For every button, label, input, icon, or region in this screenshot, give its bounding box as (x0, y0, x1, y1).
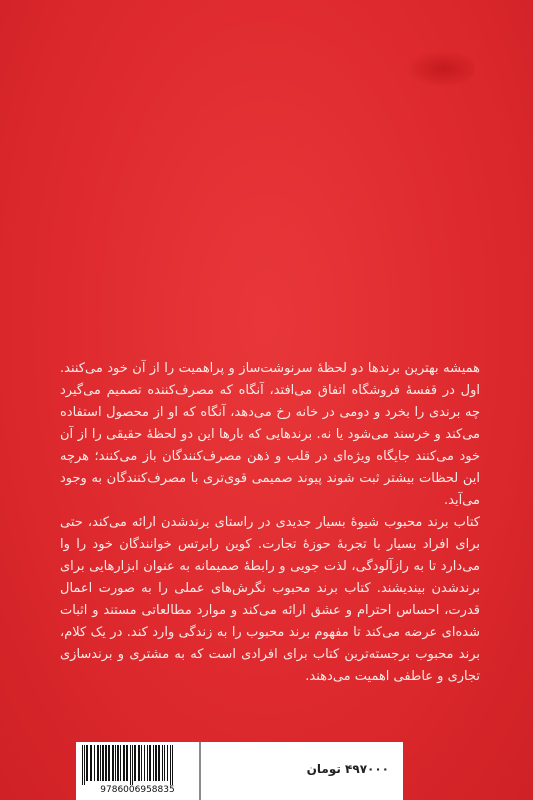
barcode-bar (112, 745, 114, 781)
barcode-bar (164, 745, 165, 781)
barcode-bar (86, 745, 88, 781)
barcode-bar (90, 745, 92, 781)
isbn-number: 9786006958835 (100, 785, 175, 795)
barcode-bar (147, 745, 148, 781)
barcode-icon (80, 745, 195, 785)
barcode-bar (167, 745, 168, 781)
barcode-bar (162, 745, 163, 781)
barcode-bar (115, 745, 116, 781)
barcode-bar (130, 745, 131, 785)
barcode-bar (94, 745, 95, 781)
barcode-bar (141, 745, 142, 781)
price-label: ۴۹۷۰۰۰ تومان (306, 762, 389, 776)
barcode-bar (120, 745, 121, 781)
barcode-bar (82, 745, 83, 785)
barcode-bar (97, 745, 99, 781)
blurb-paragraph-2: کتاب برند محبوب شیوهٔ بسیار جدیدی در راستای برندشدن ارائه می‌کند، حتی برای افراد بسیار با تجربهٔ حوزهٔ تجارت. کوین رابرتس خوانندگان خود را وا می‌دارد تا به رازآلودگی، لذت جویی و رابطهٔ صمیمانه به عنوان ابزارهایی برای برندشدن بیندیشند. کتاب برند محبوب نگرش‌های عملی را به صورت اعمال قدرت، احساس احترام و عشق ارائه می‌کند و موارد مطالعاتی مستند و اثبات شده‌ای عرضه می‌کند تا مفهوم برند محبوب را به زندگی وارد کند. در یک کلام، برند محبوب برجسته‌ترین کتاب برای افرادی است که به مشتری و برندسازی تجاری و عاطفی اهمیت می‌دهند. (60, 515, 480, 684)
blurb-paragraph-1: همیشه بهترین برندها دو لحظهٔ سرنوشت‌ساز و پراهمیت را از آن خود می‌کنند. اول در قفسهٔ فروشگاه اتفاق می‌افتد، آنگاه که مصرف‌کننده تصمیم می‌گیرد چه برندی را بخرد و دومی در خانه رخ می‌دهد، آنگاه که او از محصول استفاده می‌کند و خرسند می‌شود یا نه. برندهایی که بارها این دو لحظهٔ حقیقی را از آن خود می‌کنند جایگاه ویژه‌ای در قلب و ذهن مصرف‌کنندگان باز می‌کنند؛ هرچه این لحظات بیشتر ثبت شوند پیوند صمیمی قوی‌تری با مصرف‌کنندگان به وجود می‌آید. (60, 361, 480, 508)
ink-stain (405, 50, 475, 88)
barcode-bar (153, 745, 154, 781)
barcode-bar (84, 745, 85, 785)
barcode-bar (158, 745, 160, 781)
barcode-bar (155, 745, 157, 781)
barcode-bar (123, 745, 125, 781)
blurb-text (60, 358, 480, 688)
barcode-bar (108, 745, 110, 781)
barcode-bar (170, 745, 171, 785)
barcode-bar (105, 745, 107, 781)
barcode-bar (117, 745, 119, 781)
barcode-box (76, 742, 199, 800)
barcode-bar (144, 745, 145, 781)
barcode-bar (149, 745, 151, 781)
barcode-bar (138, 745, 140, 781)
barcode-bar (132, 745, 133, 785)
barcode-bar (134, 745, 136, 781)
barcode-bar (126, 745, 128, 781)
barcode-bar (100, 745, 101, 781)
barcode-bar (172, 745, 173, 785)
barcode-bar (102, 745, 104, 781)
price-box (199, 742, 403, 800)
